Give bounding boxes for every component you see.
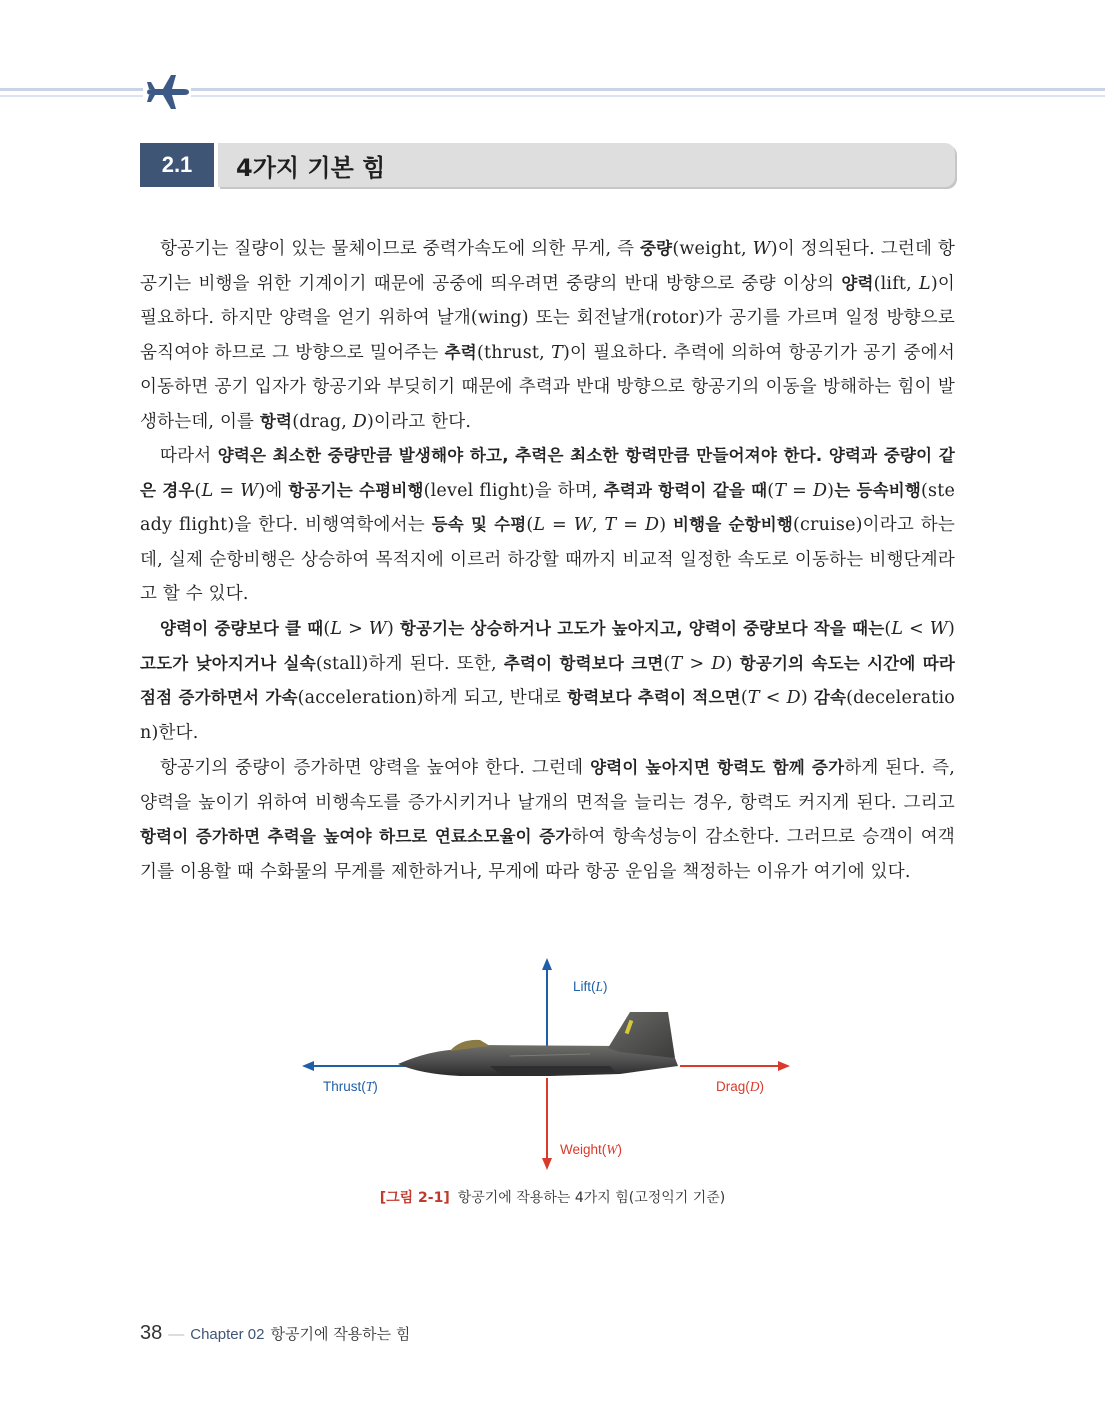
figure-caption-text: 항공기에 작용하는 4가지 힘(고정익기 기준) xyxy=(457,1190,726,1206)
math-symbol: W xyxy=(752,239,771,259)
text-run: (level flight)을 하며, xyxy=(423,480,604,501)
text-run: ( xyxy=(323,619,331,639)
page-footer xyxy=(140,1322,410,1345)
bold-term: 고도가 낮아지거나 실속 xyxy=(140,653,316,673)
text-run: (acceleration)하게 되고, 반대로 xyxy=(297,688,568,708)
section-number: 2.1 xyxy=(140,143,214,187)
text-run: ( xyxy=(884,619,892,639)
math-symbol: W xyxy=(240,480,259,501)
body-paragraph-3 xyxy=(140,612,955,750)
text-run: ( xyxy=(194,480,202,501)
text-run: ( xyxy=(526,515,534,535)
bold-term: 항력 xyxy=(259,411,293,431)
math-symbol: L xyxy=(201,480,214,501)
bold-term: 추력 xyxy=(444,342,477,362)
text-run: < xyxy=(759,688,787,708)
math-symbol: D xyxy=(711,653,726,674)
bold-term: 감속 xyxy=(813,688,847,707)
text-run: (stall)하게 된다. 또한, xyxy=(315,653,504,674)
bold-term: 양력 xyxy=(841,273,874,293)
bold-term: 비행을 순항비행 xyxy=(673,515,794,534)
math-symbol: D xyxy=(786,688,801,708)
text-run: < xyxy=(903,619,930,639)
page-number: 38 xyxy=(140,1322,163,1344)
text-run: ( xyxy=(767,480,775,501)
drag-arrow xyxy=(680,1061,790,1071)
thrust-arrow xyxy=(302,1061,410,1071)
text-run: )이 필요하다. 추력에 의하여 항공기가 공기 중에서 이동하면 공기 입자가 항공기와 부딪히기 때문에 추력과 반대 방향으로 항공기의 이동을 방해하는 힘이 발생하는데, 이를 xyxy=(140,342,955,432)
text-run: ) xyxy=(827,480,835,501)
math-symbol: T xyxy=(551,342,563,363)
math-symbol: T xyxy=(670,653,683,674)
thrust-label: Thrust(T) xyxy=(323,1079,378,1094)
math-symbol: W xyxy=(929,619,948,639)
math-symbol: D xyxy=(352,411,367,432)
chapter-title: 항공기에 작용하는 힘 xyxy=(270,1325,411,1343)
bold-term: 등속 및 수평 xyxy=(431,515,527,534)
bold-term: 양력이 중량보다 클 때 xyxy=(160,619,324,638)
text-run: (lift, xyxy=(873,273,920,294)
footer-dash: — xyxy=(168,1326,185,1343)
body-paragraph-4 xyxy=(140,751,955,889)
text-run: > xyxy=(682,653,712,674)
text-run: = xyxy=(545,515,574,535)
bold-term: 는 등속비행 xyxy=(834,480,922,500)
text-run: ) xyxy=(659,515,674,535)
figure-caption-number: [그림 2-1] xyxy=(379,1190,450,1206)
text-run: , xyxy=(591,515,605,535)
text-run: > xyxy=(342,619,369,639)
text-run: = xyxy=(786,480,813,501)
body-paragraph-2 xyxy=(140,439,955,612)
text-run: (steady flight)을 한다. 비행역학에서는 xyxy=(140,480,956,535)
math-symbol: L xyxy=(330,619,343,639)
figure-caption xyxy=(0,1187,1105,1207)
text-run: ( xyxy=(663,653,671,674)
text-run: (weight, xyxy=(672,239,753,259)
bold-term: 양력은 최소한 중량만큼 발생해야 하고, 추력은 최소한 항력만큼 만들어져야 한다. 양력과 중량이 같은 경우 xyxy=(140,446,955,500)
text-run: = xyxy=(616,515,645,535)
text-run: (cruise)이라고 하는데, 실제 순항비행은 상승하여 목적지에 이르러 하강할 때까지 비교적 일정한 속도로 이동하는 비행단계라고 할 수 있다. xyxy=(140,515,956,604)
text-run: (drag, xyxy=(292,411,353,432)
text-run: )이 정의된다. 그런데 항공기는 비행을 위한 기계이기 때문에 공중에 띄우려면 중량의 반대 방향으로 중량 이상의 xyxy=(140,239,955,294)
text-run: ) xyxy=(800,688,814,708)
text-run: (deceleration)한다. xyxy=(140,688,955,743)
bold-term: 추력이 항력보다 크면 xyxy=(503,653,664,673)
lift-label: Lift(L) xyxy=(573,979,608,994)
text-run: (thrust, xyxy=(476,342,552,363)
math-symbol: T xyxy=(747,688,760,708)
math-symbol: W xyxy=(368,619,387,639)
forces-diagram xyxy=(290,950,810,1175)
math-symbol: T xyxy=(774,480,787,501)
airplane-icon xyxy=(143,71,191,113)
text-run: 항공기의 중량이 증가하면 양력을 높여야 한다. 그런데 xyxy=(160,758,591,778)
bold-term: 추력과 항력이 같을 때 xyxy=(603,480,768,500)
math-symbol: T xyxy=(604,515,617,535)
math-symbol: L xyxy=(533,515,546,535)
fighter-jet-image xyxy=(398,1012,678,1076)
drag-label: Drag(D) xyxy=(716,1079,765,1094)
bold-term: 항력보다 추력이 적으면 xyxy=(567,688,741,707)
text-run: )에 xyxy=(258,480,289,501)
text-run: )이라고 한다. xyxy=(367,411,472,432)
math-symbol: L xyxy=(891,619,904,639)
weight-label: Weight(W) xyxy=(560,1142,623,1157)
text-run: 하여 항속성능이 감소한다. 그러므로 승객이 여객기를 이용할 때 수화물의 무게를 제한하거나, 무게에 따라 항공 운임을 책정하는 이유가 여기에 있다. xyxy=(140,827,955,882)
bold-term: 중량 xyxy=(640,239,673,258)
math-symbol: W xyxy=(573,515,592,535)
bold-term: 항력이 증가하면 추력을 높여야 하므로 연료소모율이 증가 xyxy=(140,827,572,846)
text-run: 하게 된다. 즉, 양력을 높이기 위하여 비행속도를 증가시키거나 날개의 면적을 늘리는 경우, 항력도 커지게 된다. 그리고 xyxy=(140,758,955,813)
text-run: ) xyxy=(725,653,740,674)
chapter-label: Chapter 02 xyxy=(190,1326,265,1343)
math-symbol: D xyxy=(644,515,660,535)
text-run: ) xyxy=(386,619,400,639)
section-title: 4가지 기본 힘 xyxy=(236,153,386,182)
bold-term: 양력이 높아지면 항력도 함께 증가 xyxy=(590,758,845,777)
text-run: )이 필요하다. 하지만 양력을 얻기 위하여 날개(wing) 또는 회전날개(rotor)가 공기를 가르며 일정 방향으로 움직여야 하므로 그 방향으로 밀어주는 xyxy=(140,273,955,363)
text-run: 항공기는 질량이 있는 물체이므로 중력가속도에 의한 무게, 즉 xyxy=(160,239,641,259)
text-run: = xyxy=(213,480,241,501)
bold-term: 항공기는 상승하거나 고도가 높아지고, 양력이 중량보다 작을 때는 xyxy=(399,619,885,638)
text-run: 따라서 xyxy=(160,446,218,466)
text-run: ) xyxy=(947,619,955,639)
math-symbol: D xyxy=(812,480,828,501)
lift-arrow xyxy=(542,958,552,1050)
math-symbol: L xyxy=(919,273,931,294)
weight-arrow xyxy=(542,1078,552,1170)
bold-term: 항공기는 수평비행 xyxy=(288,480,424,500)
body-paragraph-1 xyxy=(140,232,955,439)
bold-term: 항공기의 속도는 시간에 따라 점점 증가하면서 가속 xyxy=(140,653,956,707)
text-run: ( xyxy=(740,688,748,708)
